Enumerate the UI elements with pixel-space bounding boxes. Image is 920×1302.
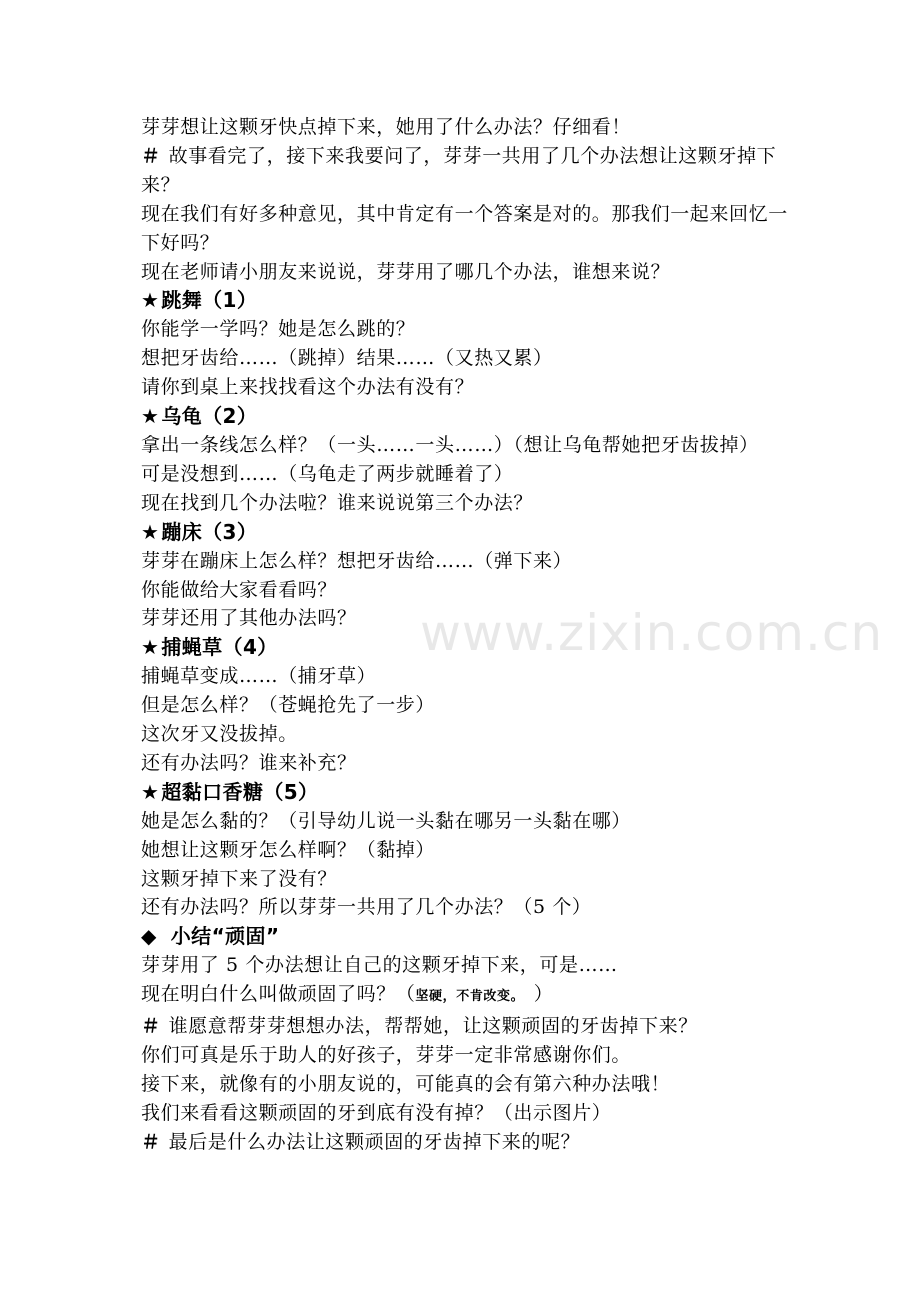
text-line: 可是没想到……（乌龟走了两步就睡着了） — [141, 462, 514, 485]
text-line: 你们可真是乐于助人的好孩子，芽芽一定非常感谢你们。 — [141, 1044, 632, 1066]
text-line: 她想让这颗牙怎么样啊？（黏掉） — [141, 838, 436, 861]
text-line: 她是怎么黏的？（引导幼儿说一头黏在哪另一头黏在哪） — [141, 809, 632, 832]
star-icon: ★ — [141, 288, 160, 313]
text-line: 你能学一学吗？她是怎么跳的？ — [141, 318, 416, 341]
section-heading — [141, 518, 801, 547]
line-text: 现在明白什么叫做顽固了吗？ — [141, 983, 396, 1006]
text-line: 我们来看看这颗顽固的牙到底有没有掉？（出示图片） — [141, 1101, 612, 1124]
text-line: 请你到桌上来找找看这个办法有没有？ — [141, 376, 475, 399]
star-icon: ★ — [141, 519, 160, 544]
heading-text: 超黏口香糖（5） — [161, 779, 319, 804]
definition-note: 坚硬，不肯改变。 — [415, 989, 518, 1005]
text-line: 现在找到几个办法啦？谁来说说第三个办法？ — [141, 491, 534, 514]
heading-text: 跳舞（1） — [161, 288, 258, 313]
star-icon: ★ — [141, 404, 160, 429]
text-line: 芽芽在蹦床上怎么样？想把牙齿给……（弹下来） — [141, 549, 573, 572]
note-close-paren: ） — [533, 983, 554, 1006]
question-text: 谁愿意帮芽芽想想办法，帮帮她，让这颗顽固的牙齿掉下来？ — [168, 1015, 698, 1038]
question-line — [141, 1128, 801, 1157]
heading-text: 乌龟（2） — [161, 404, 258, 429]
text-line: 接下来，就像有的小朋友说的，可能真的会有第六种办法哦！ — [141, 1072, 671, 1095]
star-icon: ★ — [141, 779, 160, 804]
section-heading — [141, 633, 801, 662]
section-heading — [141, 922, 801, 951]
heading-text: 小结“顽固” — [170, 924, 280, 949]
question-line — [141, 142, 801, 200]
heading-text: 蹦床（3） — [161, 519, 258, 544]
text-line: 现在老师请小朋友来说说，芽芽用了哪几个办法，谁想来说？ — [141, 260, 671, 283]
text-line: 拿出一条线怎么样？（一头……一头……）（想让乌龟帮她把牙齿拔掉） — [141, 433, 759, 456]
text-line: 芽芽还用了其他办法吗？ — [141, 607, 357, 630]
hash-mark: ＃ — [141, 1015, 161, 1038]
diamond-icon: ◆ — [141, 924, 157, 949]
text-line: 但是怎么样？（苍蝇抢先了一步） — [141, 694, 436, 717]
text-line: 捕蝇草变成……（捕牙草） — [141, 665, 377, 688]
text-line: 芽芽用了 5 个办法想让自己的这颗牙掉下来，可是…… — [141, 954, 618, 977]
section-heading — [141, 286, 801, 315]
text-line: 现在我们有好多种意见，其中肯定有一个答案是对的。那我们一起来回忆一下好吗？ — [141, 202, 788, 254]
text-line: 还有办法吗？谁来补充？ — [141, 751, 357, 774]
hash-mark: ＃ — [141, 144, 161, 167]
watermark: www.zixin.com.cn — [420, 604, 884, 662]
question-line — [141, 1012, 801, 1041]
text-line: 还有办法吗？所以芽芽一共用了几个办法？（5 个） — [141, 896, 592, 919]
text-line: 芽芽想让这颗牙快点掉下来，她用了什么办法？仔细看！ — [141, 116, 632, 138]
lesson-text — [141, 113, 801, 1157]
heading-text: 捕蝇草（4） — [161, 635, 278, 660]
text-line: 这颗牙掉下来了没有？ — [141, 867, 338, 890]
question-text: 故事看完了，接下来我要问了，芽芽一共用了几个办法想让这颗牙掉下来？ — [141, 144, 777, 196]
section-heading — [141, 402, 801, 431]
question-text: 最后是什么办法让这颗顽固的牙齿掉下来的呢？ — [168, 1130, 581, 1153]
hash-mark: ＃ — [141, 1130, 161, 1153]
star-icon: ★ — [141, 635, 160, 660]
text-line: 你能做给大家看看吗？ — [141, 578, 338, 601]
text-line: 这次牙又没拔掉。 — [141, 723, 298, 746]
text-line: 想把牙齿给……（跳掉）结果……（又热又累） — [141, 347, 553, 370]
definition-line — [141, 980, 801, 1012]
section-heading — [141, 778, 801, 807]
note-open-paren: （ — [395, 983, 416, 1006]
